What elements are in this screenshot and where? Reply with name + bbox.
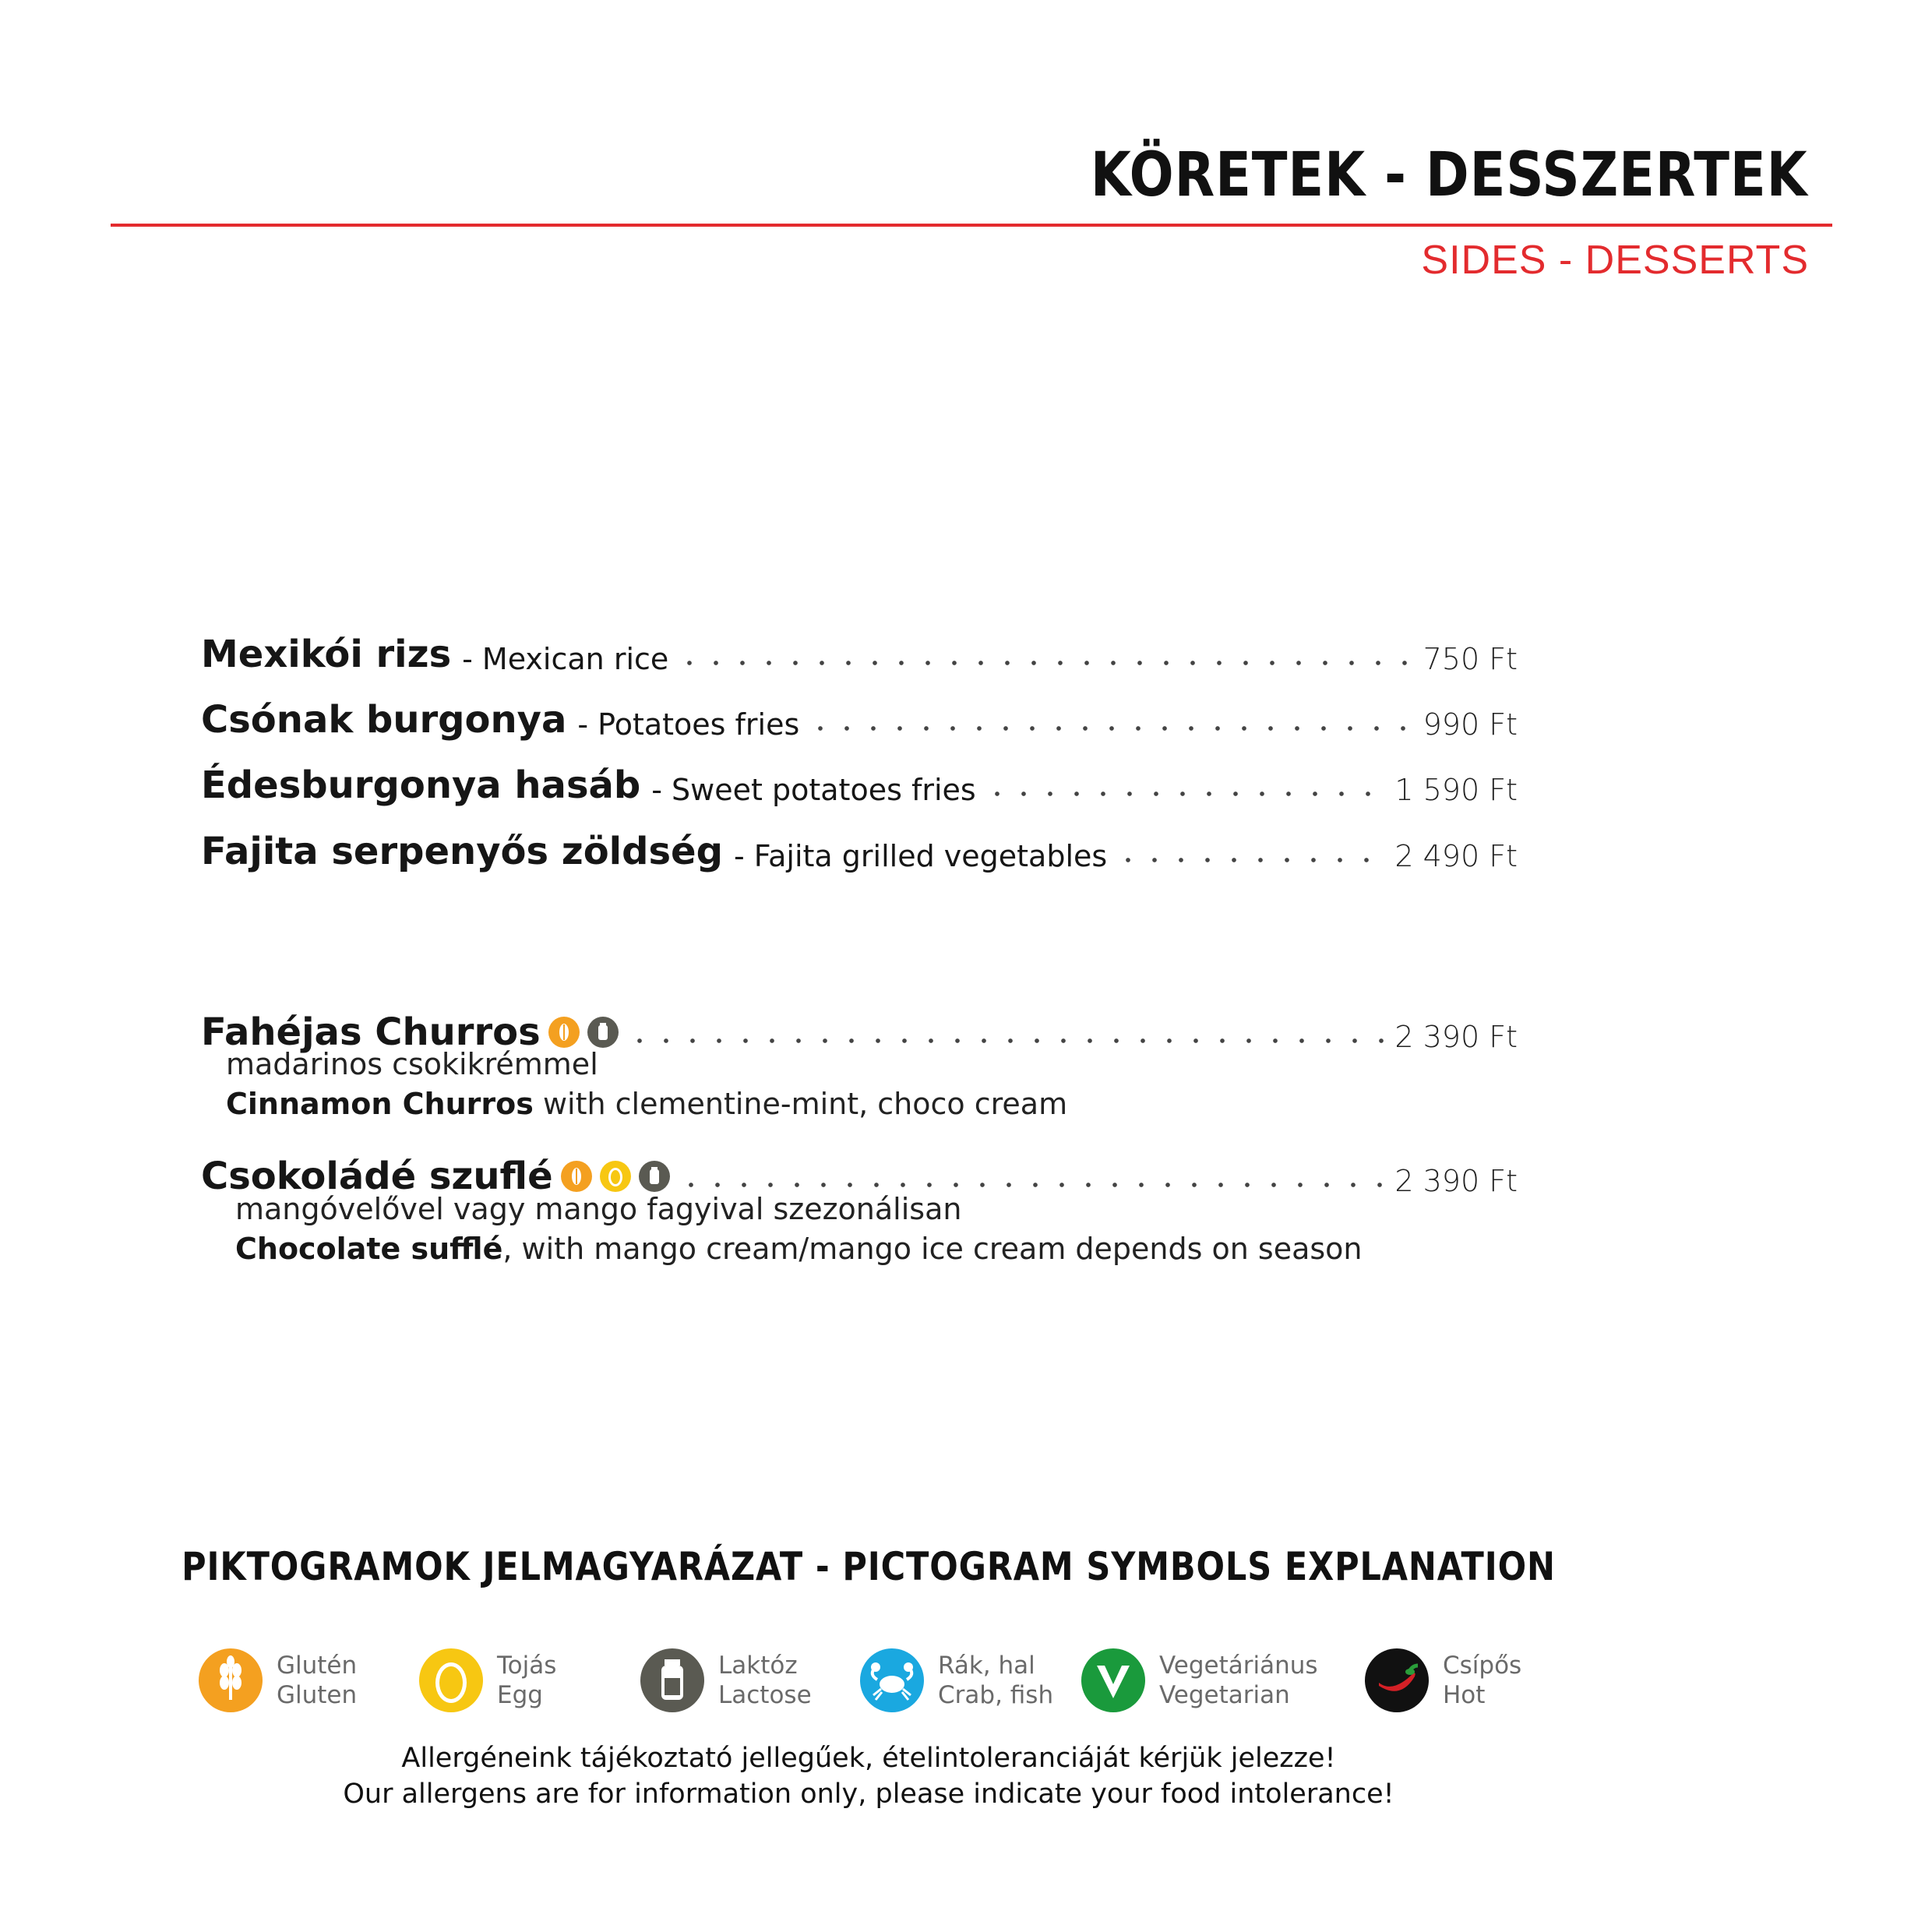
lactose-icon bbox=[640, 1648, 704, 1712]
vegetarian-icon bbox=[1081, 1648, 1145, 1712]
item-english-name: - Potatoes fries bbox=[577, 707, 800, 742]
dot-leader bbox=[626, 1037, 1387, 1045]
lactose-icon bbox=[587, 1017, 619, 1048]
menu-item bbox=[201, 687, 1518, 742]
allergen-note-hu: Allergéneink tájékoztató jellegűek, ételintoleranciáját kérjük jelezze! bbox=[401, 1743, 1336, 1774]
dot-leader bbox=[676, 659, 1415, 667]
legend-title: PIKTOGRAMOK JELMAGYARÁZAT - PICTOGRAM SYMBOLS EXPLANATION bbox=[182, 1544, 1556, 1589]
legend-label-hu: Rák, hal bbox=[938, 1652, 1035, 1680]
item-name: Édesburgonya hasáb bbox=[201, 763, 641, 807]
legend-item-lactose bbox=[640, 1645, 812, 1715]
item-price: 1 590 Ft bbox=[1394, 773, 1518, 807]
legend-item-chili bbox=[1365, 1645, 1521, 1715]
menu-item bbox=[201, 1144, 1518, 1198]
item-price: 2 490 Ft bbox=[1394, 839, 1518, 873]
legend-label-hu: Tojás bbox=[497, 1652, 557, 1680]
crab-icon bbox=[860, 1648, 924, 1712]
dot-leader bbox=[984, 790, 1387, 798]
item-price: 750 Ft bbox=[1423, 642, 1518, 676]
item-name: Fajita serpenyős zöldség bbox=[201, 830, 723, 873]
menu-item bbox=[201, 999, 1518, 1054]
legend-label-en: Egg bbox=[497, 1681, 543, 1709]
item-name: Csokoládé szuflé bbox=[201, 1155, 553, 1198]
description-text: , with mango cream/mango ice cream depends on season bbox=[502, 1232, 1363, 1266]
legend-item-vegetarian bbox=[1081, 1645, 1318, 1715]
legend-label bbox=[277, 1651, 357, 1710]
item-price: 990 Ft bbox=[1423, 707, 1518, 742]
dot-leader bbox=[807, 724, 1415, 732]
description-text: mangóvelővel vagy mango fagyival szezonálisan bbox=[235, 1192, 962, 1226]
item-english-name: - Sweet potatoes fries bbox=[651, 773, 976, 807]
legend-label-en: Gluten bbox=[277, 1681, 358, 1709]
legend-label-en: Hot bbox=[1443, 1681, 1486, 1709]
dot-leader bbox=[1115, 856, 1387, 864]
header-divider bbox=[111, 224, 1832, 227]
menu-item bbox=[201, 819, 1518, 873]
allergen-note-en: Our allergens are for information only, please indicate your food intolerance! bbox=[343, 1779, 1394, 1810]
item-english-name: - Mexican rice bbox=[462, 642, 669, 676]
item-name: Fahéjas Churros bbox=[201, 1010, 541, 1054]
legend-label-hu: Glutén bbox=[277, 1652, 358, 1680]
description-bold: Cinnamon Churros bbox=[226, 1087, 534, 1121]
item-description-hu bbox=[226, 1047, 598, 1081]
menu-item bbox=[201, 753, 1518, 807]
gluten-icon bbox=[561, 1161, 592, 1192]
description-text: madarinos csokikrémmel bbox=[226, 1047, 598, 1081]
legend-label bbox=[718, 1651, 812, 1710]
legend-label bbox=[497, 1651, 556, 1710]
item-description-en bbox=[235, 1232, 1363, 1266]
page-title: KÖRETEK - DESSZERTEK bbox=[1090, 140, 1807, 210]
gluten-icon bbox=[199, 1648, 263, 1712]
lactose-icon bbox=[639, 1161, 670, 1192]
legend-label-hu: Laktóz bbox=[718, 1652, 798, 1680]
description-text: with clementine-mint, choco cream bbox=[542, 1087, 1068, 1121]
legend-label-hu: Csípős bbox=[1443, 1652, 1522, 1680]
dot-leader bbox=[678, 1181, 1387, 1189]
chili-icon bbox=[1365, 1648, 1429, 1712]
item-price: 2 390 Ft bbox=[1394, 1020, 1518, 1054]
description-bold: Chocolate sufflé bbox=[235, 1232, 503, 1266]
page-subtitle: SIDES - DESSERTS bbox=[1421, 238, 1809, 283]
item-description-en bbox=[226, 1087, 1067, 1121]
legend-label-en: Lactose bbox=[718, 1681, 812, 1709]
item-description-hu bbox=[235, 1192, 961, 1226]
legend-item-egg bbox=[419, 1645, 556, 1715]
gluten-icon bbox=[548, 1017, 580, 1048]
legend-label-en: Crab, fish bbox=[938, 1681, 1054, 1709]
legend-label bbox=[1159, 1651, 1318, 1710]
item-price: 2 390 Ft bbox=[1394, 1164, 1518, 1198]
legend-item-gluten bbox=[199, 1645, 357, 1715]
item-name: Csónak burgonya bbox=[201, 698, 567, 742]
item-english-name: - Fajita grilled vegetables bbox=[733, 839, 1108, 873]
egg-icon bbox=[600, 1161, 631, 1192]
legend-label-en: Vegetarian bbox=[1159, 1681, 1290, 1709]
legend-item-crab bbox=[860, 1645, 1053, 1715]
item-name: Mexikói rizs bbox=[201, 633, 452, 676]
legend-label-hu: Vegetáriánus bbox=[1159, 1652, 1318, 1680]
egg-icon bbox=[419, 1648, 483, 1712]
menu-item bbox=[201, 622, 1518, 676]
legend-label bbox=[1443, 1651, 1521, 1710]
legend-label bbox=[938, 1651, 1053, 1710]
